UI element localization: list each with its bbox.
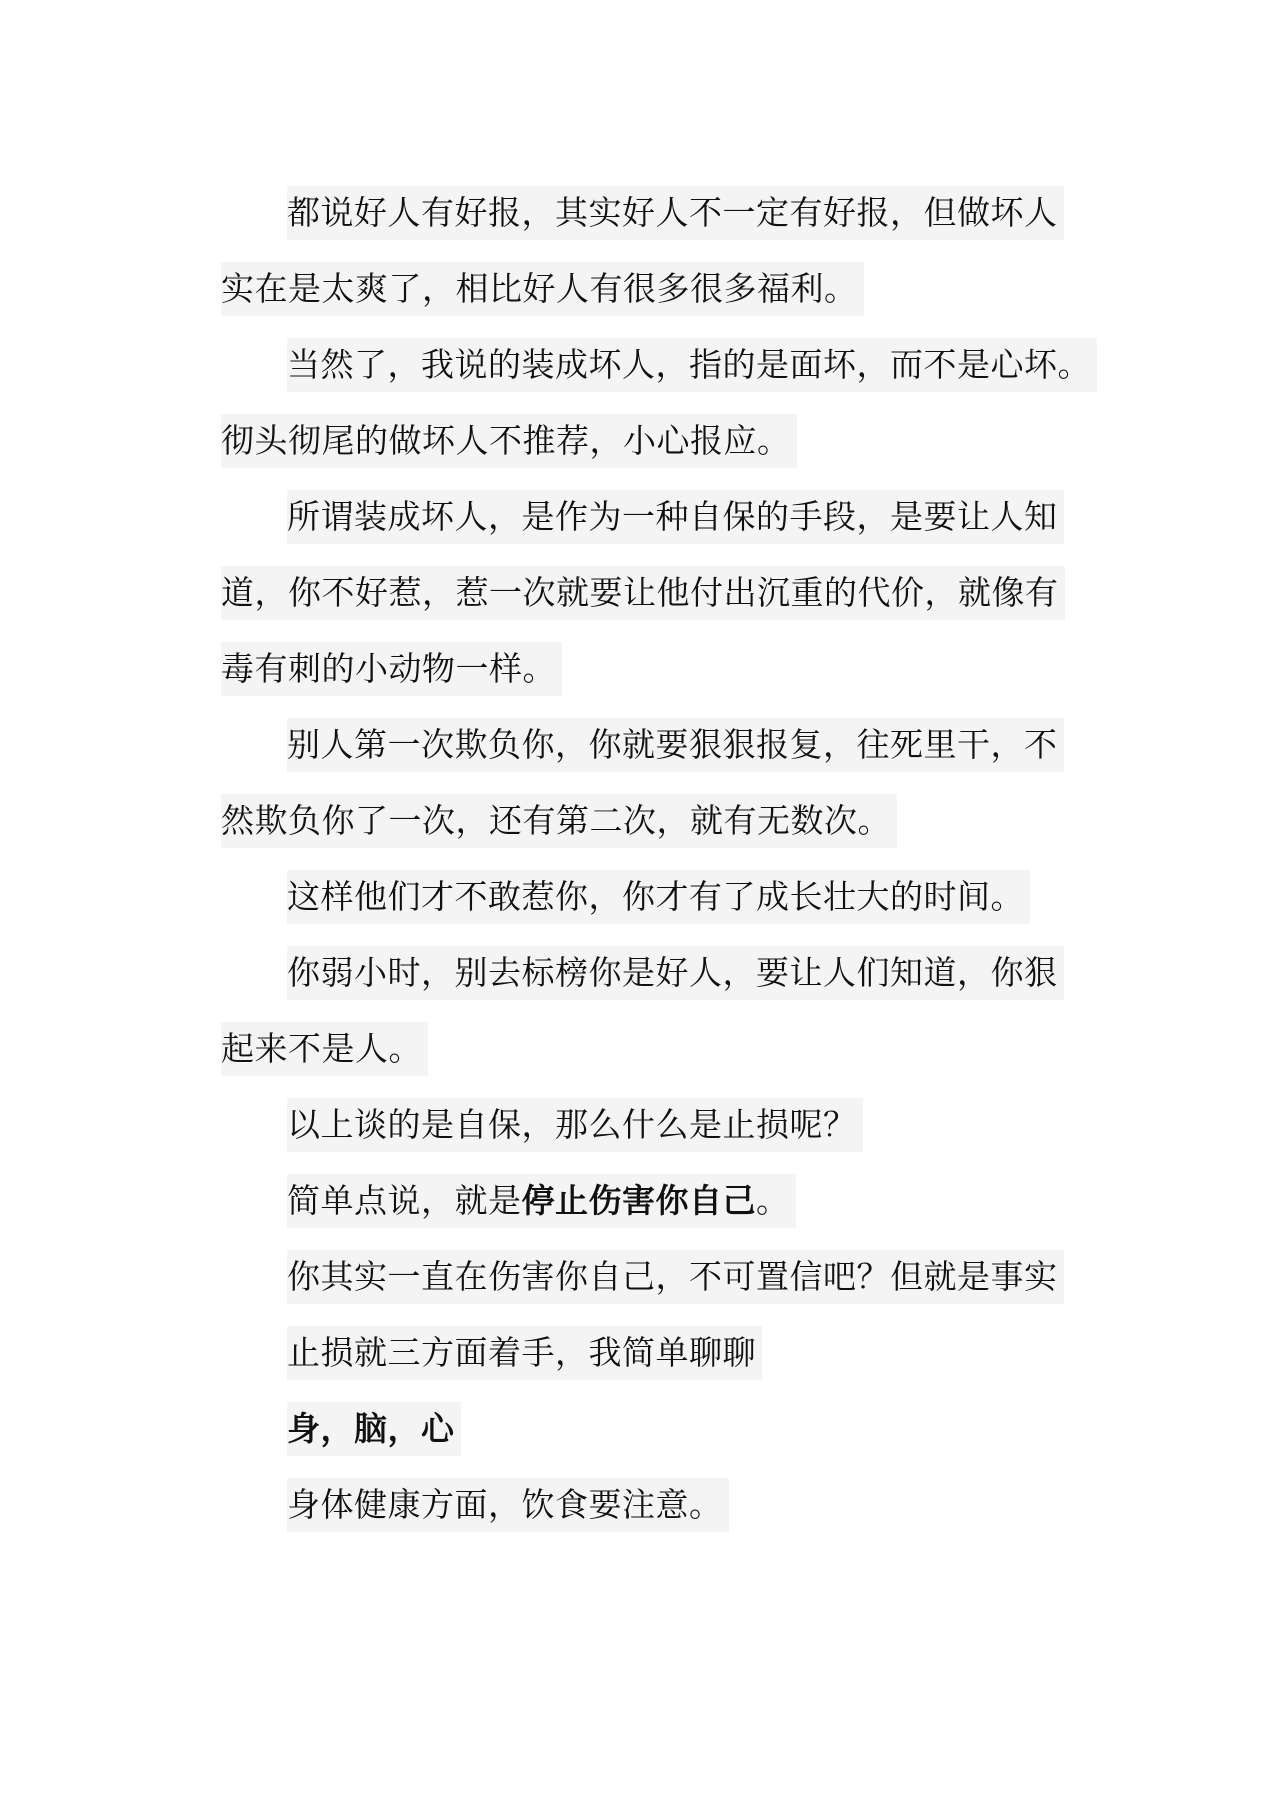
text-line: 身体健康方面，饮食要注意。 bbox=[287, 1478, 729, 1532]
text-line: 彻头彻尾的做坏人不推荐，小心报应。 bbox=[221, 414, 797, 468]
text-line: 然欺负你了一次，还有第二次，就有无数次。 bbox=[221, 794, 897, 848]
text-line: 所谓装成坏人，是作为一种自保的手段，是要让人知 bbox=[287, 490, 1064, 544]
text-segment: 。 bbox=[756, 1181, 790, 1220]
text-line: 你弱小时，别去标榜你是好人，要让人们知道，你狠 bbox=[287, 946, 1064, 1000]
emphasis-text: 停止伤害你自己 bbox=[521, 1181, 756, 1220]
text-line: 别人第一次欺负你，你就要狠狠报复，往死里干，不 bbox=[287, 718, 1064, 772]
section-heading: 身，脑，心 bbox=[287, 1402, 461, 1456]
text-line: 道，你不好惹，惹一次就要让他付出沉重的代价，就像有 bbox=[221, 566, 1065, 620]
text-line: 毒有刺的小动物一样。 bbox=[221, 642, 562, 696]
text-line: 止损就三方面着手，我简单聊聊 bbox=[287, 1326, 762, 1380]
text-line: 实在是太爽了，相比好人有很多很多福利。 bbox=[221, 262, 864, 316]
text-line bbox=[287, 1174, 796, 1228]
text-line: 你其实一直在伤害你自己，不可置信吧？但就是事实 bbox=[287, 1250, 1064, 1304]
text-line: 以上谈的是自保，那么什么是止损呢？ bbox=[287, 1098, 863, 1152]
text-line: 这样他们才不敢惹你，你才有了成长壮大的时间。 bbox=[287, 870, 1030, 924]
text-line: 当然了，我说的装成坏人，指的是面坏，而不是心坏。 bbox=[287, 338, 1097, 392]
text-line: 都说好人有好报，其实好人不一定有好报，但做坏人 bbox=[287, 186, 1064, 240]
text-line: 起来不是人。 bbox=[221, 1022, 428, 1076]
text-segment: 简单点说，就是 bbox=[287, 1181, 522, 1220]
